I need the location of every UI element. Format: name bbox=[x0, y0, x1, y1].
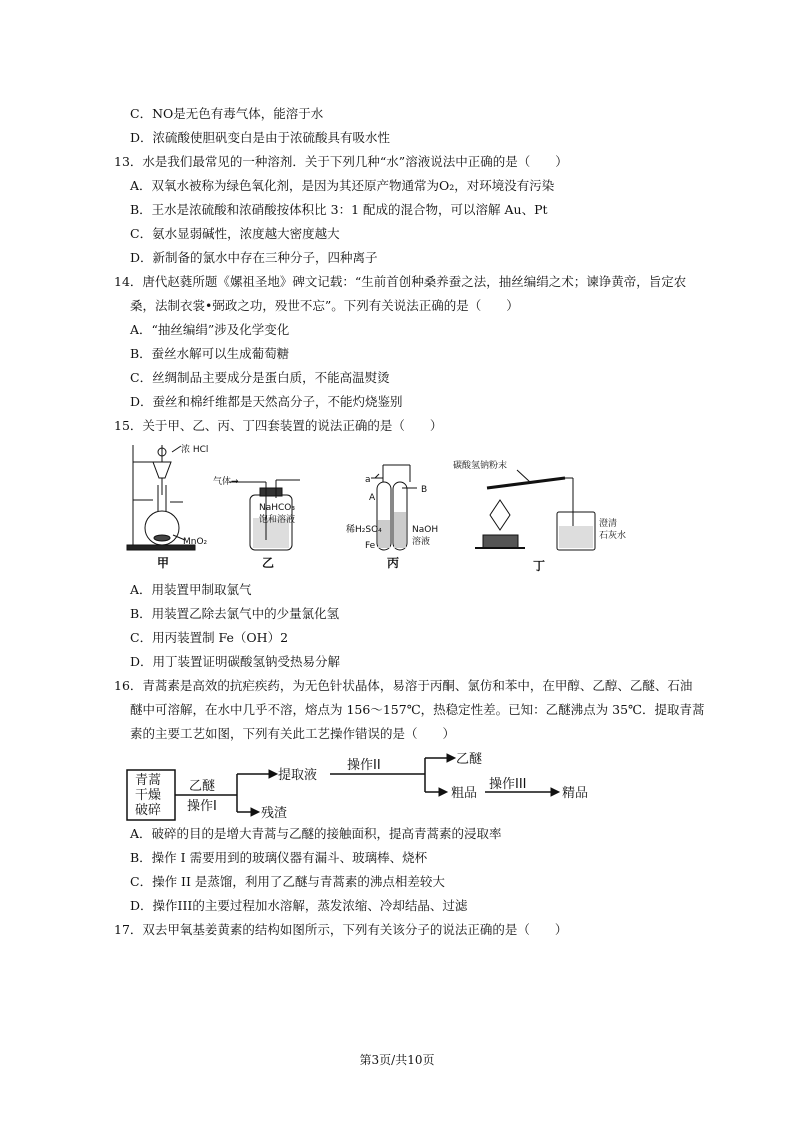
option-c: C．NO是无色有毒气体，能溶于水 bbox=[130, 106, 324, 121]
ding-powder-label: 碳酸氢钠粉末 bbox=[453, 461, 508, 471]
jia-label: 甲 bbox=[157, 556, 170, 570]
apparatus-bing bbox=[371, 465, 417, 550]
jia-mno2-label: MnO₂ bbox=[183, 537, 208, 547]
yi-nahco3-label: NaHCO₃ bbox=[259, 503, 295, 513]
q15-option-d: D．用丁装置证明碳酸氢钠受热易分解 bbox=[130, 654, 341, 669]
bing-B-label: B bbox=[421, 485, 428, 495]
q16-option-c: C．操作 II 是蒸馏，利用了乙醚与青蒿素的沸点相差较大 bbox=[130, 874, 445, 889]
q14-option-a: A．“抽丝编绢”涉及化学变化 bbox=[130, 322, 290, 337]
q15-option-b: B．用装置乙除去氯气中的少量氯化氢 bbox=[130, 606, 340, 621]
ding-limewater-label-1: 澄清 bbox=[599, 519, 618, 529]
question-14-stem-line2: 桑，法制衣裳•弼政之功，殁世不忘”。下列有关说法正确的是（ ） bbox=[130, 298, 519, 313]
q13-option-a: A．双氧水被称为绿色氧化剂，是因为其还原产物通常为O₂，对环境没有污染 bbox=[130, 178, 555, 193]
q15-option-a: A．用装置甲制取氯气 bbox=[130, 582, 252, 597]
flow-op3-label: 操作III bbox=[489, 777, 527, 792]
question-13-stem: 13．水是我们最常见的一种溶剂．关于下列几种“水”溶液说法中正确的是（ ） bbox=[114, 154, 568, 169]
flow-box-line2: 干燥 bbox=[135, 788, 162, 803]
question-17-stem: 17．双去甲氧基姜黄素的结构如图所示，下列有关该分子的说法正确的是（ ） bbox=[114, 922, 568, 937]
q13-option-c: C．氨水显弱碱性，浓度越大密度越大 bbox=[130, 226, 340, 241]
flow-extract-label: 提取液 bbox=[278, 768, 318, 783]
q16-option-d: D．操作III的主要过程加水溶解，蒸发浓缩、冷却结晶、过滤 bbox=[130, 898, 468, 913]
apparatus-jia bbox=[127, 445, 195, 550]
flow-box-line1: 青蒿 bbox=[135, 773, 162, 788]
bing-naoh-label: NaOH bbox=[412, 525, 439, 535]
q14-option-d: D．蚕丝和棉纤维都是天然高分子，不能灼烧鉴别 bbox=[130, 394, 403, 409]
question-16-stem-line2: 醚中可溶解，在水中几乎不溶，熔点为 156～157℃，热稳定性差。已知：乙醚沸点为 35℃．提取青蒿 bbox=[130, 702, 705, 717]
apparatus-figure bbox=[125, 440, 635, 575]
question-15-stem: 15．关于甲、乙、丙、丁四套装置的说法正确的是（ ） bbox=[114, 418, 443, 433]
q14-option-c: C．丝绸制品主要成分是蛋白质，不能高温熨烫 bbox=[130, 370, 390, 385]
q15-option-c: C．用丙装置制 Fe（OH）2 bbox=[130, 630, 289, 645]
option-d: D．浓硫酸使胆矾变白是由于浓硫酸具有吸水性 bbox=[130, 130, 391, 145]
flow-op1-label: 操作I bbox=[187, 799, 217, 814]
flow-residue-label: 残渣 bbox=[261, 806, 288, 821]
yi-gas-label: 气体→ bbox=[213, 477, 239, 487]
yi-solution-label: 饱和溶液 bbox=[259, 515, 296, 525]
process-flow-diagram bbox=[125, 752, 625, 822]
bing-A-label: A bbox=[369, 493, 376, 503]
page-footer: 第3页/共10页 bbox=[359, 1053, 435, 1067]
flow-ether-out-label: 乙醚 bbox=[456, 752, 483, 767]
flow-op2-label: 操作II bbox=[347, 758, 381, 773]
apparatus-ding bbox=[475, 470, 595, 550]
question-16-stem-line1: 16．青蒿素是高效的抗疟疾药，为无色针状晶体，易溶于丙酮、氯仿和苯中，在甲醇、乙醇、乙醚、石油 bbox=[114, 678, 693, 693]
question-14-stem-line1: 14．唐代赵蕤所题《嫘祖圣地》碑文记载：“生前首创种桑养蚕之法，抽丝编绢之术；谏诤黄帝，旨定农 bbox=[114, 274, 687, 289]
flow-crude-label: 粗品 bbox=[451, 786, 478, 801]
bing-h2so4-label: 稀H₂SO₄ bbox=[346, 525, 382, 535]
q16-option-a: A．破碎的目的是增大青蒿与乙醚的接触面积，提高青蒿素的浸取率 bbox=[130, 826, 502, 841]
bing-a-label: a bbox=[365, 475, 371, 485]
flow-box-line3: 破碎 bbox=[135, 803, 162, 818]
flow-fine-label: 精品 bbox=[562, 786, 589, 801]
q14-option-b: B．蚕丝水解可以生成葡萄糖 bbox=[130, 346, 290, 361]
q16-option-b: B．操作 I 需要用到的玻璃仪器有漏斗、玻璃棒、烧杯 bbox=[130, 850, 428, 865]
q13-option-d: D．新制备的氯水中存在三种分子，四种离子 bbox=[130, 250, 378, 265]
yi-label: 乙 bbox=[262, 556, 275, 570]
jia-hcl-label: 浓 HCl bbox=[181, 445, 209, 455]
bing-solution-label: 溶液 bbox=[412, 537, 431, 547]
bing-fe-label: Fe bbox=[365, 541, 376, 551]
ding-limewater-label-2: 石灰水 bbox=[599, 531, 627, 541]
bing-label: 丙 bbox=[387, 556, 400, 570]
question-16-stem-line3: 素的主要工艺如图，下列有关此工艺操作错误的是（ ） bbox=[130, 726, 456, 741]
ding-label: 丁 bbox=[533, 559, 546, 573]
q13-option-b: B．王水是浓硫酸和浓硝酸按体积比 3：1 配成的混合物，可以溶解 Au、Pt bbox=[130, 202, 548, 217]
flow-ether-label: 乙醚 bbox=[189, 779, 216, 794]
